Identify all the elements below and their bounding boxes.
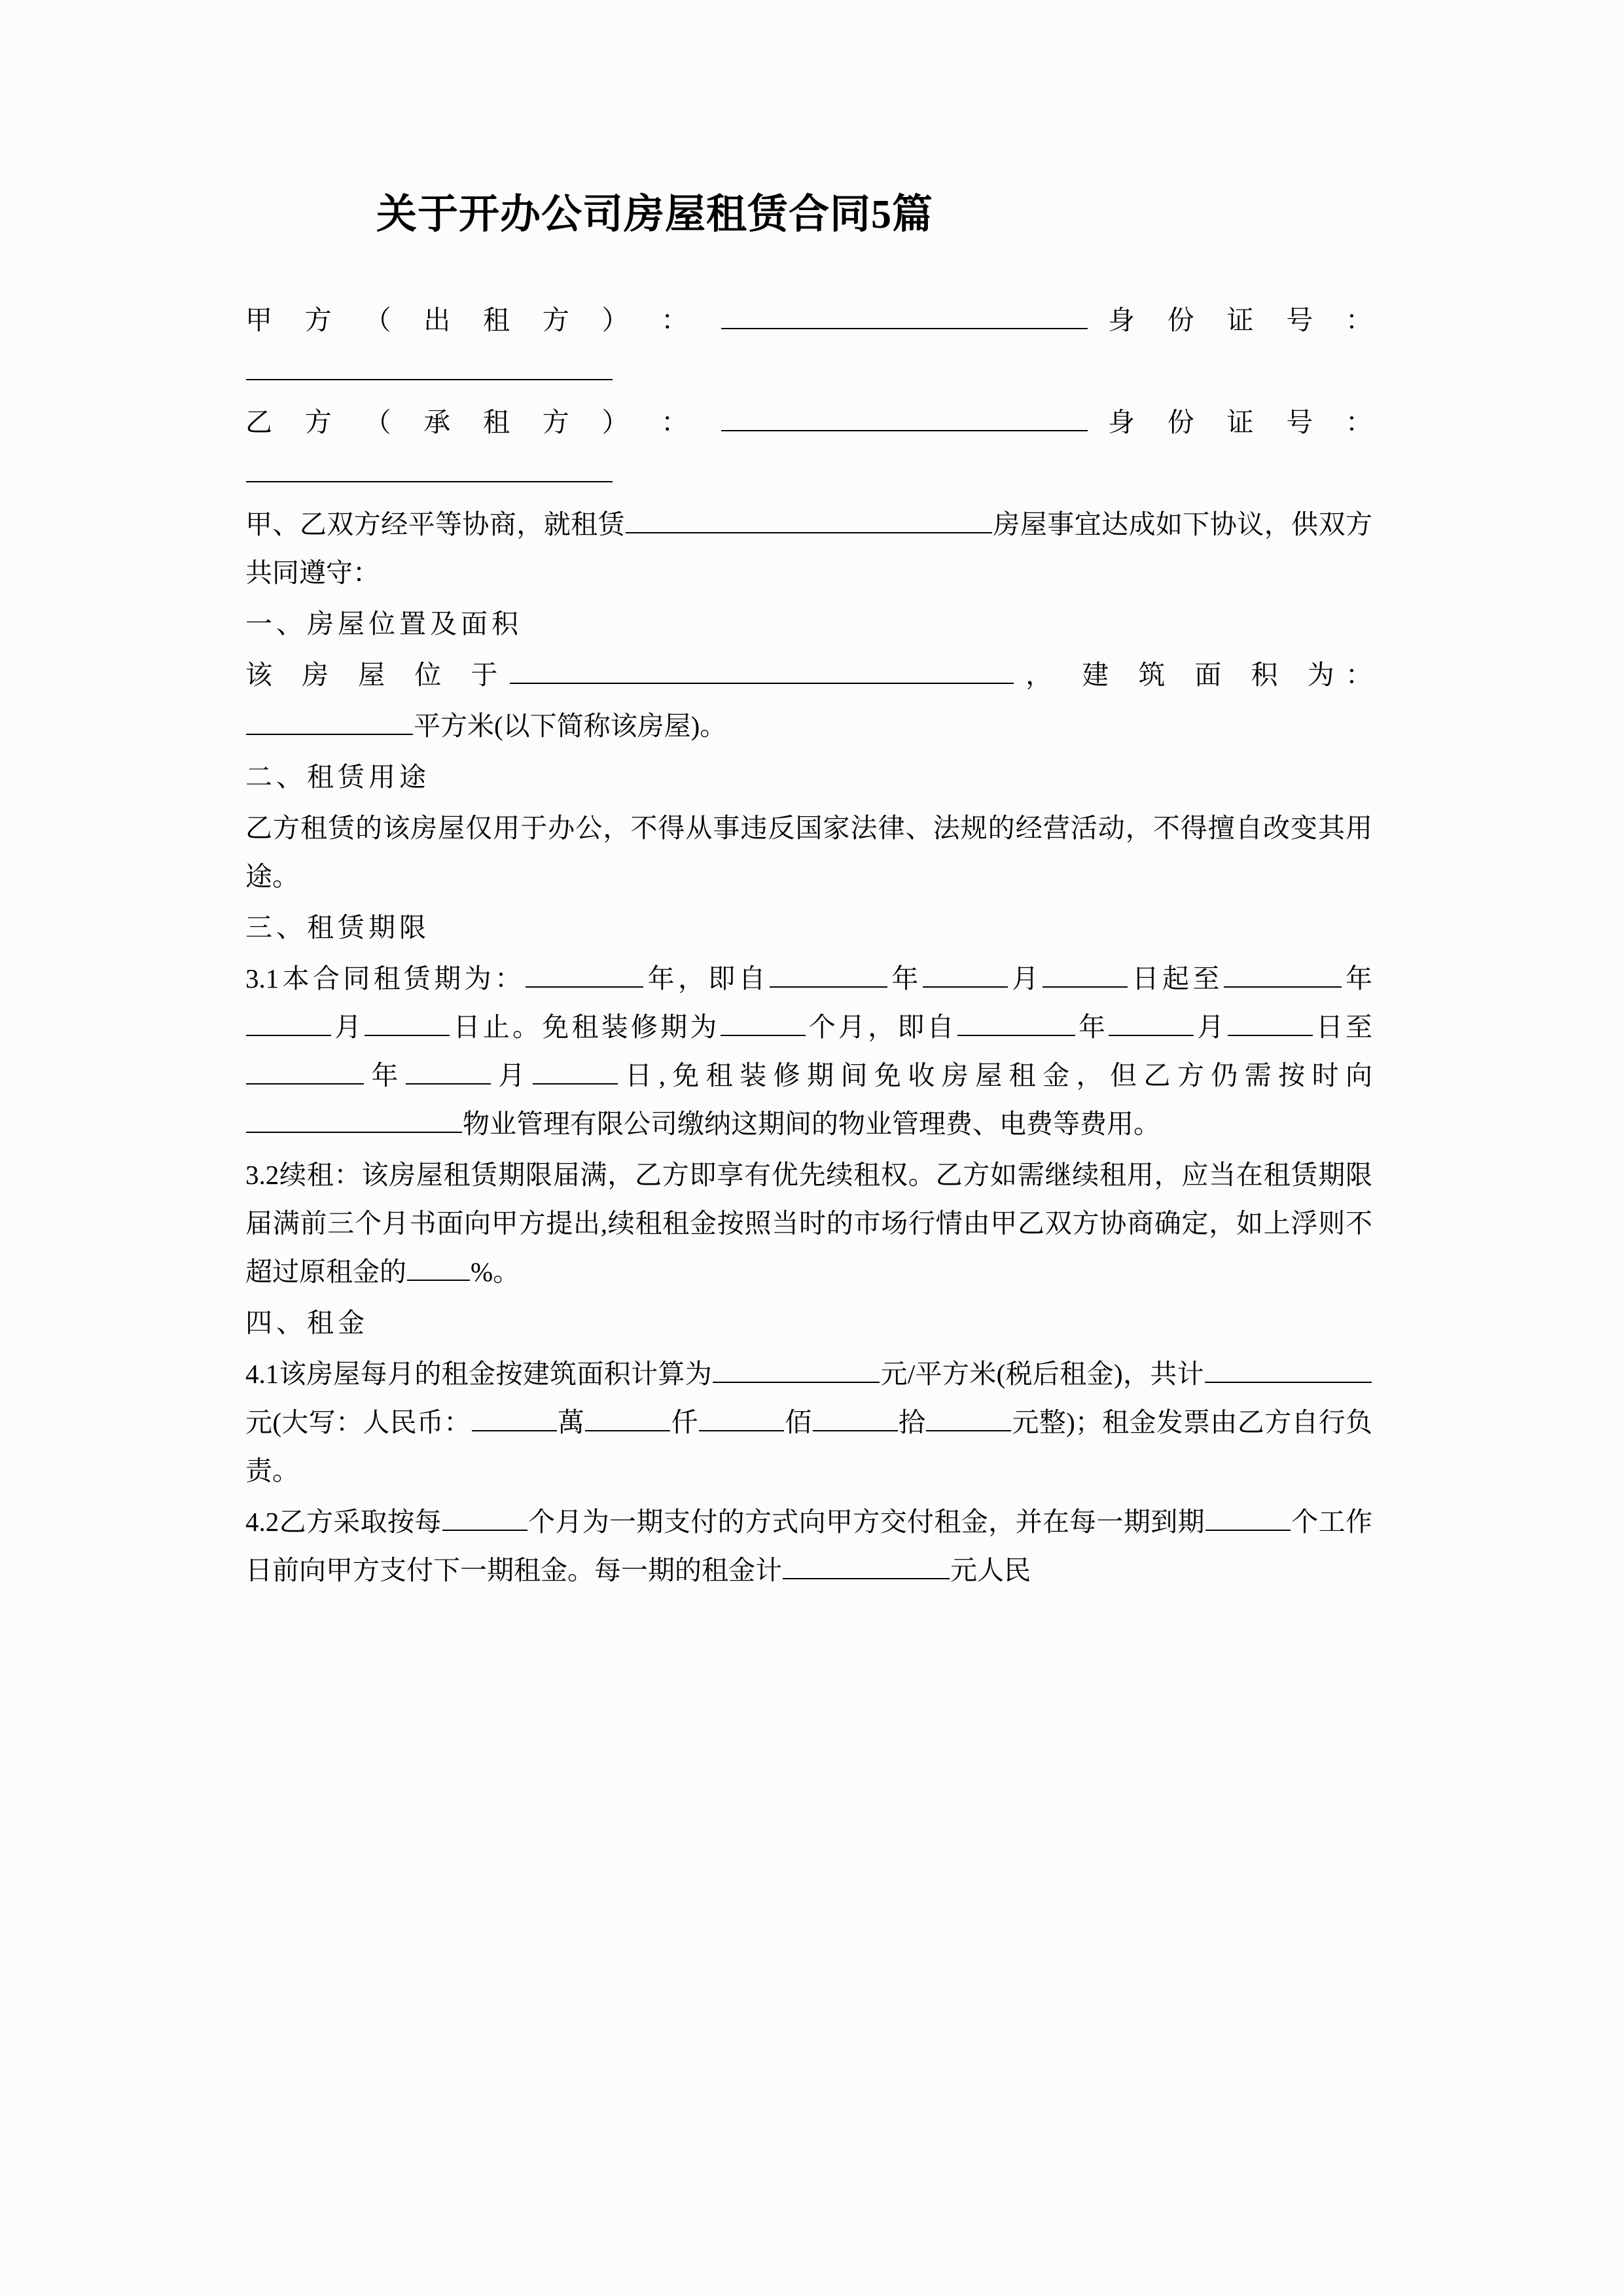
clause-4-2-number: 4.2 [245,1506,279,1537]
clause-4-1-t3: 元(大写：人民币： [245,1407,471,1437]
clause-3-2 [245,1151,1372,1296]
end-month-blank[interactable] [246,1010,331,1036]
clause-3-1-t6: 年 [1342,963,1373,994]
rent-total-blank[interactable] [1205,1357,1372,1383]
clause-4-1-t2: 元/平方米(税后租金)，共计 [880,1358,1204,1389]
clause-4-1-t6: 佰 [784,1407,812,1437]
clause-3-1-t13: 年 [365,1060,405,1090]
clause-3-1-t15: 日,免租装修期间免收房屋租金，但乙方仍需按时向 [618,1060,1373,1090]
clause-4-1-t7: 拾 [898,1407,926,1437]
rent-per-sqm-blank[interactable] [713,1357,880,1383]
section-heading-4: 四、租金 [245,1307,368,1338]
tenant-id-blank-line [245,449,1372,497]
start-day-blank[interactable] [1043,961,1128,988]
deco-start-day-blank[interactable] [1228,1010,1313,1036]
tenant-name-blank[interactable] [721,405,1088,431]
per-period-rent-blank[interactable] [783,1553,950,1579]
rent-increase-percent-blank[interactable] [407,1255,470,1281]
clause-3-2-number: 3.2 [245,1159,279,1190]
clause-4-2-t3: 个工作日前向甲方支付下一期租金。每一期的租金计 [245,1506,1373,1585]
clause-4-2-t2: 个月为一期支付的方式向甲方交付租金，并在每一期到期 [527,1506,1205,1537]
tenant-label: 乙 方 （ 承 租 方 ） ： [245,406,701,437]
clause-3-1-t12: 日至 [1313,1011,1373,1042]
clause-4-2-t1: 乙方采取按每 [279,1506,442,1537]
clause-3-1-t11: 月 [1194,1011,1227,1042]
deco-end-day-blank[interactable] [533,1058,618,1085]
section-1-area-line [245,702,1372,750]
location-text-3: 平方米(以下简称该房屋)。 [414,710,727,741]
rent-yuan-blank[interactable] [926,1405,1011,1431]
tenant-id-label: 身 份 证 号 ： [1108,406,1372,437]
free-decoration-months-blank[interactable] [721,1010,806,1036]
rent-bai-blank[interactable] [699,1405,784,1431]
lease-years-blank[interactable] [526,961,643,988]
clause-3-1-t16: 物业管理有限公司缴纳这期间的物业管理费、电费等费用。 [463,1108,1160,1139]
landlord-name-blank[interactable] [721,303,1088,329]
rent-shi-blank[interactable] [813,1405,898,1431]
clause-3-1-t10: 年 [1075,1011,1109,1042]
clause-4-1-t8: 元整)；租金发票由乙方自行负责。 [245,1407,1373,1486]
landlord-id-blank[interactable] [246,354,613,380]
clause-3-2-t1: 续租：该房屋租赁期限届满，乙方即享有优先续租权。乙方如需继续租用，应当在租赁期限届满前三个月书面向甲方提出,续租租金按照当时的市场行情由甲乙双方协商确定，如上浮则不超过原租金的 [245,1159,1372,1287]
clause-4-2 [245,1498,1372,1594]
property-management-company-blank[interactable] [246,1107,462,1133]
section-1-location-line [245,651,1372,699]
end-year-blank[interactable] [1224,961,1342,988]
clause-4-1 [245,1350,1372,1495]
clause-3-1 [245,954,1372,1148]
landlord-id-blank-line [245,347,1372,395]
section-heading-1: 一、房屋位置及面积 [245,608,522,639]
end-day-blank[interactable] [365,1010,450,1036]
preamble-paragraph [245,500,1372,597]
location-text-2: ， 建 筑 面 积 为： [1014,659,1372,690]
clause-4-1-t4: 萬 [557,1407,585,1437]
clause-4-1-number: 4.1 [245,1358,279,1389]
landlord-label: 甲 方 （ 出 租 方 ） ： [245,304,701,335]
location-text-1: 该 房 屋 位 于 [245,659,509,690]
clause-3-1-t7: 月 [332,1011,365,1042]
section-heading-2: 二、租赁用途 [245,761,430,792]
preamble-text-2: 房屋事宜达成如下协议，供双方共同遵守： [245,509,1372,588]
clause-3-1-t14: 月 [491,1060,532,1090]
clause-3-1-t3: 年 [887,963,922,994]
clause-3-1-t2: 年，即自 [644,963,769,994]
deco-start-month-blank[interactable] [1109,1010,1194,1036]
section-2-body: 乙方租赁的该房屋仅用于办公，不得从事违反国家法律、法规的经营活动，不得擅自改变其用途。 [245,812,1372,891]
deco-end-year-blank[interactable] [246,1058,364,1085]
clause-3-2-t2: %。 [471,1256,520,1287]
preamble-property-blank[interactable] [626,507,992,533]
tenant-id-blank[interactable] [246,456,613,482]
payment-period-months-blank[interactable] [442,1505,527,1531]
landlord-id-label: 身 份 证 号 ： [1108,304,1372,335]
deco-end-month-blank[interactable] [406,1058,491,1085]
clause-3-1-t8: 日止。免租装修期为 [450,1011,720,1042]
payment-workdays-blank[interactable] [1205,1505,1291,1531]
property-area-blank[interactable] [246,709,413,735]
clause-3-1-number: 3.1 [245,963,279,994]
clause-4-2-t4: 元人民 [950,1554,1031,1585]
preamble-text-1: 甲、乙双方经平等协商，就租赁 [245,509,625,539]
clause-4-1-t1: 该房屋每月的租金按建筑面积计算为 [279,1358,713,1389]
tenant-line [245,398,1372,446]
page-title: 关于开办公司房屋租赁合同5篇 [376,192,934,237]
start-year-blank[interactable] [770,961,887,988]
landlord-line [245,296,1372,344]
document-content [245,190,1372,1597]
rent-wan-blank[interactable] [472,1405,557,1431]
clause-3-1-t5: 日起至 [1128,963,1223,994]
start-month-blank[interactable] [923,961,1008,988]
clause-3-1-t1: 本合同租赁期为： [279,963,526,994]
clause-3-1-t9: 个月，即自 [806,1011,957,1042]
clause-3-1-t4: 月 [1008,963,1043,994]
deco-start-year-blank[interactable] [957,1010,1075,1036]
rent-qian-blank[interactable] [585,1405,670,1431]
section-heading-3: 三、租赁期限 [245,912,430,942]
clause-4-1-t5: 仟 [671,1407,698,1437]
property-location-blank[interactable] [510,658,1014,684]
